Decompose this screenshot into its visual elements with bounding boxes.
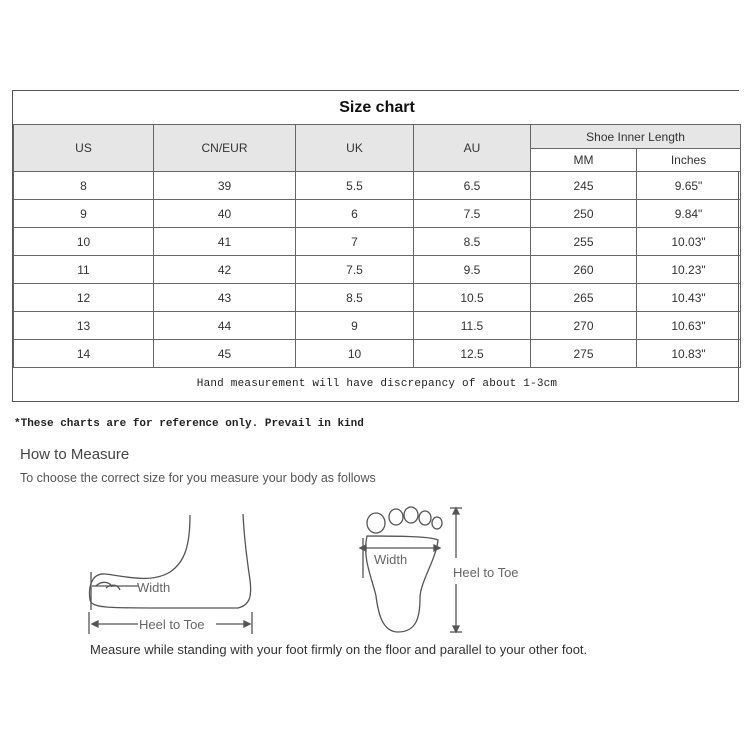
cell-au: 7.5 (414, 200, 531, 228)
table-row (14, 256, 741, 284)
cell-au: 6.5 (414, 172, 531, 200)
cell-inches: 10.83" (637, 340, 741, 368)
measure-caption: Measure while standing with your foot firmly on the floor and parallel to your other foot. (90, 642, 588, 657)
cell-mm: 265 (531, 284, 637, 312)
cell-cn-eur: 43 (154, 284, 296, 312)
cell-cn-eur: 39 (154, 172, 296, 200)
cell-au: 8.5 (414, 228, 531, 256)
cell-us: 14 (14, 340, 154, 368)
cell-uk: 9 (296, 312, 414, 340)
table-row (14, 340, 741, 368)
cell-us: 8 (14, 172, 154, 200)
side-foot-drawing (89, 514, 252, 634)
sole-foot-drawing (360, 507, 462, 632)
how-to-intro: To choose the correct size for you measure your body as follows (20, 471, 376, 485)
cell-us: 13 (14, 312, 154, 340)
how-to-heading: How to Measure (20, 446, 130, 463)
sole-width-label: Width (374, 552, 408, 567)
cell-uk: 7 (296, 228, 414, 256)
side-width-label: Width (137, 580, 171, 595)
cell-us: 12 (14, 284, 154, 312)
sole-length-label: Heel to Toe (453, 565, 519, 580)
size-chart (12, 90, 739, 402)
chart-footnote: Hand measurement will have discrepancy of about 1-3cm (14, 368, 741, 401)
cell-cn-eur: 44 (154, 312, 296, 340)
header-mm: MM (531, 149, 637, 172)
cell-cn-eur: 40 (154, 200, 296, 228)
cell-cn-eur: 45 (154, 340, 296, 368)
size-table (13, 91, 741, 400)
table-row (14, 312, 741, 340)
cell-mm: 245 (531, 172, 637, 200)
header-inches: Inches (637, 149, 741, 172)
cell-mm: 255 (531, 228, 637, 256)
cell-inches: 10.03" (637, 228, 741, 256)
cell-uk: 7.5 (296, 256, 414, 284)
table-row (14, 228, 741, 256)
reference-note: *These charts are for reference only. Prevail in kind (14, 418, 364, 430)
cell-au: 10.5 (414, 284, 531, 312)
header-inner-length: Shoe Inner Length (531, 125, 741, 149)
table-row (14, 172, 741, 200)
cell-au: 9.5 (414, 256, 531, 284)
measure-illustration (0, 500, 750, 650)
side-length-label: Heel to Toe (139, 617, 205, 632)
cell-au: 12.5 (414, 340, 531, 368)
table-row (14, 284, 741, 312)
table-row (14, 200, 741, 228)
cell-mm: 275 (531, 340, 637, 368)
cell-uk: 8.5 (296, 284, 414, 312)
cell-uk: 5.5 (296, 172, 414, 200)
header-au: AU (414, 125, 531, 172)
cell-us: 11 (14, 256, 154, 284)
header-us: US (14, 125, 154, 172)
cell-cn-eur: 41 (154, 228, 296, 256)
cell-au: 11.5 (414, 312, 531, 340)
cell-inches: 9.65" (637, 172, 741, 200)
cell-us: 9 (14, 200, 154, 228)
cell-uk: 6 (296, 200, 414, 228)
cell-inches: 10.43" (637, 284, 741, 312)
cell-inches: 10.23" (637, 256, 741, 284)
cell-mm: 250 (531, 200, 637, 228)
cell-mm: 260 (531, 256, 637, 284)
cell-inches: 9.84" (637, 200, 741, 228)
cell-inches: 10.63" (637, 312, 741, 340)
cell-us: 10 (14, 228, 154, 256)
chart-title: Size chart (14, 91, 741, 125)
cell-cn-eur: 42 (154, 256, 296, 284)
header-cn-eur: CN/EUR (154, 125, 296, 172)
header-uk: UK (296, 125, 414, 172)
cell-uk: 10 (296, 340, 414, 368)
cell-mm: 270 (531, 312, 637, 340)
